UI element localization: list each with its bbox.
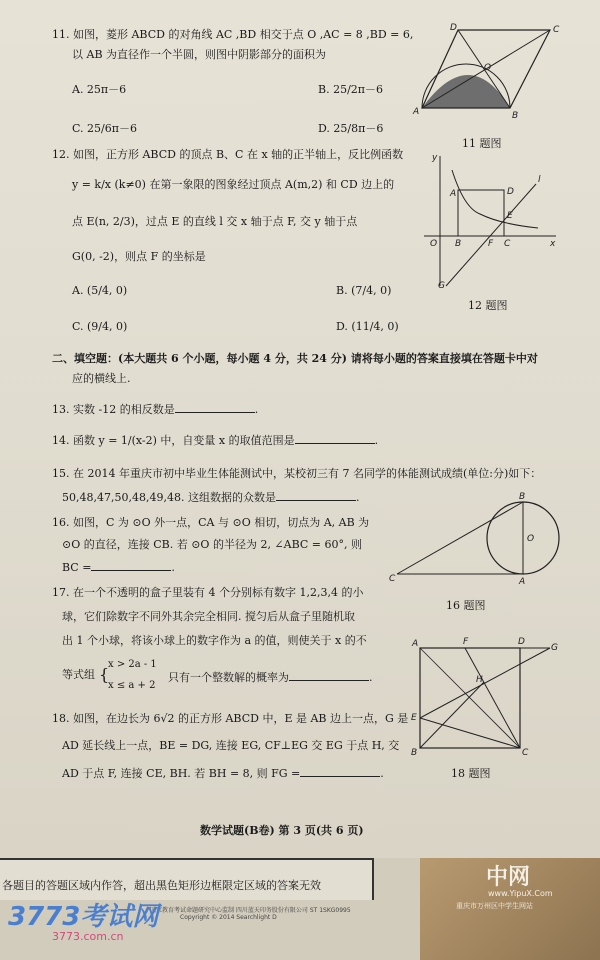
q11-figure [410,22,575,122]
watermark-zhongwang-url: www.YipuX.Com [488,889,553,898]
q12-label-l: l [538,175,541,185]
q18-line3: AD 于点 F, 连接 CE, BH. 若 BH = 8, 则 FG = . [62,767,384,780]
q11-label-a: A [413,107,420,117]
q12-label-b: B [455,239,462,249]
q11-option-a: A. 25π－6 [72,83,127,96]
q16-line1: 16. 如图，C 为 ⊙O 外一点，CA 与 ⊙O 相切，切点为 A, AB 为 [52,516,370,529]
q13-label: 13. 实数 -12 的相反数是 [52,403,175,416]
q12-option-b: B. (7/4, 0) [336,284,392,297]
q12-label-a: A [450,189,457,199]
q12-figure-caption: 12 题图 [468,299,508,312]
q12-label-d: D [507,187,514,197]
q17-line1: 17. 在一个不透明的盒子里装有 4 个分别标有数字 1,2,3,4 的小 [52,586,364,599]
q18-label-e: E [411,713,417,723]
q14-blank [295,433,375,444]
q14-label: 14. 函数 y = 1/(x-2) 中，自变量 x 的取值范围是 [52,434,295,447]
q12-square [458,190,504,236]
q17-label: 只有一个整数解的概率为 [168,671,289,684]
q17-line4b: 只有一个整数解的概率为 . [168,671,373,684]
q12-option-c: C. (9/4, 0) [72,320,128,333]
q11-figure-caption: 11 题图 [462,137,502,150]
q16-label: BC = [62,561,92,574]
q16-label-a: A [519,577,526,587]
q17-line4a: 等式组 [62,668,95,681]
q12-line1: 12. 如图，正方形 ABCD 的顶点 B、C 在 x 轴的正半轴上，反比例函数 [52,148,404,161]
q12-label-g: G [438,281,445,291]
printer-info: 国家教育考试命题研究中心监制 四川蓝天印务股份有限公司 ST 1SKG0995 [150,907,351,914]
q16-line3: BC = . [62,561,175,574]
q12-label-e: E [507,211,513,221]
q12-line3: 点 E(n, 2/3)，过点 E 的直线 l 交 x 轴于点 F, 交 y 轴于点 [72,215,358,228]
q18-figure-caption: 18 题图 [451,767,491,780]
watermark-zhongwang-logo: 中网 [486,865,531,890]
watermark-zhongwang-subtitle: 重庆市万州区中学生网站 [456,902,533,910]
watermark-3773-number: 3773 [8,902,81,932]
q17-line3: 出 1 个小球，将该小球上的数字作为 a 的值，则使关于 x 的不 [62,634,367,647]
q13-blank [175,402,255,413]
q11-label-d: D [450,23,457,33]
q16-figure [385,492,575,587]
q16-line2: ⊙O 的直径，连接 CB. 若 ⊙O 的半径为 2, ∠ABC = 60°, 则 [62,538,363,551]
q12-figure [420,150,560,290]
q16-label-c: C [389,574,396,584]
q16-segment-cb [397,502,523,574]
q18-label-d: D [518,637,525,647]
q18-figure [408,636,568,756]
copyright: Copyright © 2014 Searchlight D [180,914,277,921]
watermark-3773-url: 3773.com.cn [52,930,124,943]
answer-notice: 各题目的答题区域内作答，超出黑色矩形边框限定区域的答案无效 [2,879,321,892]
q13-text: 13. 实数 -12 的相反数是 . [52,403,259,416]
q11-label-o: O [484,63,492,73]
q11-label-c: C [553,25,560,35]
q17-blank [289,670,369,681]
q12-label-y: y [432,153,438,163]
q11-line2: 以 AB 为直径作一个半圆，则图中阴影部分的面积为 [72,48,327,61]
q15-label: 50,48,47,50,48,49,48. 这组数据的众数是 [62,491,276,504]
q18-line2: AD 延长线上一点，BE = DG, 连接 EG, CF⊥EG 交 EG 于点 H, 交 [62,739,400,752]
watermark-3773-logo [8,896,158,933]
q11-option-b: B. 25/2π－6 [318,83,384,96]
q12-label-o: O [430,239,438,249]
q17-line2: 球，它们除数字不同外其余完全相同. 搅匀后从盒子里随机取 [62,610,355,623]
q18-line1: 18. 如图，在边长为 6√2 的正方形 ABCD 中，E 是 AB 边上一点，G 是 [52,712,409,725]
q17-brace: { [99,665,110,684]
q16-label-o: O [527,534,535,544]
q15-line1: 15. 在 2014 年重庆市初中毕业生体能测试中，某校初三有 7 名同学的体能测试成绩(单位:分)如下： [52,467,542,480]
q12-label-x: x [550,239,556,249]
q15-blank [276,490,356,501]
q18-segment-bh [420,682,484,748]
q18-label-b: B [411,748,418,758]
q16-figure-caption: 16 题图 [446,599,486,612]
q18-segment-eg [420,648,550,718]
q12-label-f: F [488,239,494,249]
section2-heading-line1: 二、填空题：(本大题共 6 个小题，每小题 4 分，共 24 分) 请将每小题的答案直接填在答题卡中对 [52,352,538,365]
q12-hyperbola [452,170,538,228]
q12-option-d: D. (11/4, 0) [336,320,399,333]
q11-line1: 11. 如图，菱形 ABCD 的对角线 AC ,BD 相交于点 O ,AC = 8 ,BD = 6, [52,28,414,41]
q18-blank [300,766,380,777]
q12-label-c: C [504,239,511,249]
q16-label-b: B [519,492,526,502]
q12-option-a: A. (5/4, 0) [72,284,128,297]
q12-line4: G(0, -2)，则点 F 的坐标是 [72,250,206,263]
q17-inequality-2: x ≤ a + 2 [108,680,156,691]
q18-label-f: F [463,637,469,647]
section2-heading-line2: 应的横线上. [72,372,131,385]
q16-blank [91,560,171,571]
q11-label-b: B [512,111,519,121]
q14-text: 14. 函数 y = 1/(x-2) 中，自变量 x 的取值范围是 . [52,434,379,447]
q18-label-h: H [476,675,483,685]
q18-segment-cf [465,648,520,748]
q18-label: AD 于点 F, 连接 CE, BH. 若 BH = 8, 则 FG = [62,767,301,780]
q18-label-a: A [412,639,419,649]
page-footer: 数学试题(B卷) 第 3 页(共 6 页) [200,824,364,837]
q12-line-l [446,184,536,286]
q11-option-c: C. 25/6π－6 [72,122,137,135]
q17-inequality-1: x > 2a - 1 [108,659,157,670]
watermark-3773-text: 考试网 [80,902,159,932]
q15-line2: 50,48,47,50,48,49,48. 这组数据的众数是 . [62,491,360,504]
q12-line2: y = k/x (k≠0) 在第一象限的图象经过顶点 A(m,2) 和 CD 边上的 [72,178,395,191]
q18-label-g: G [551,643,558,653]
q18-label-c: C [522,748,529,758]
q11-option-d: D. 25/8π－6 [318,122,384,135]
